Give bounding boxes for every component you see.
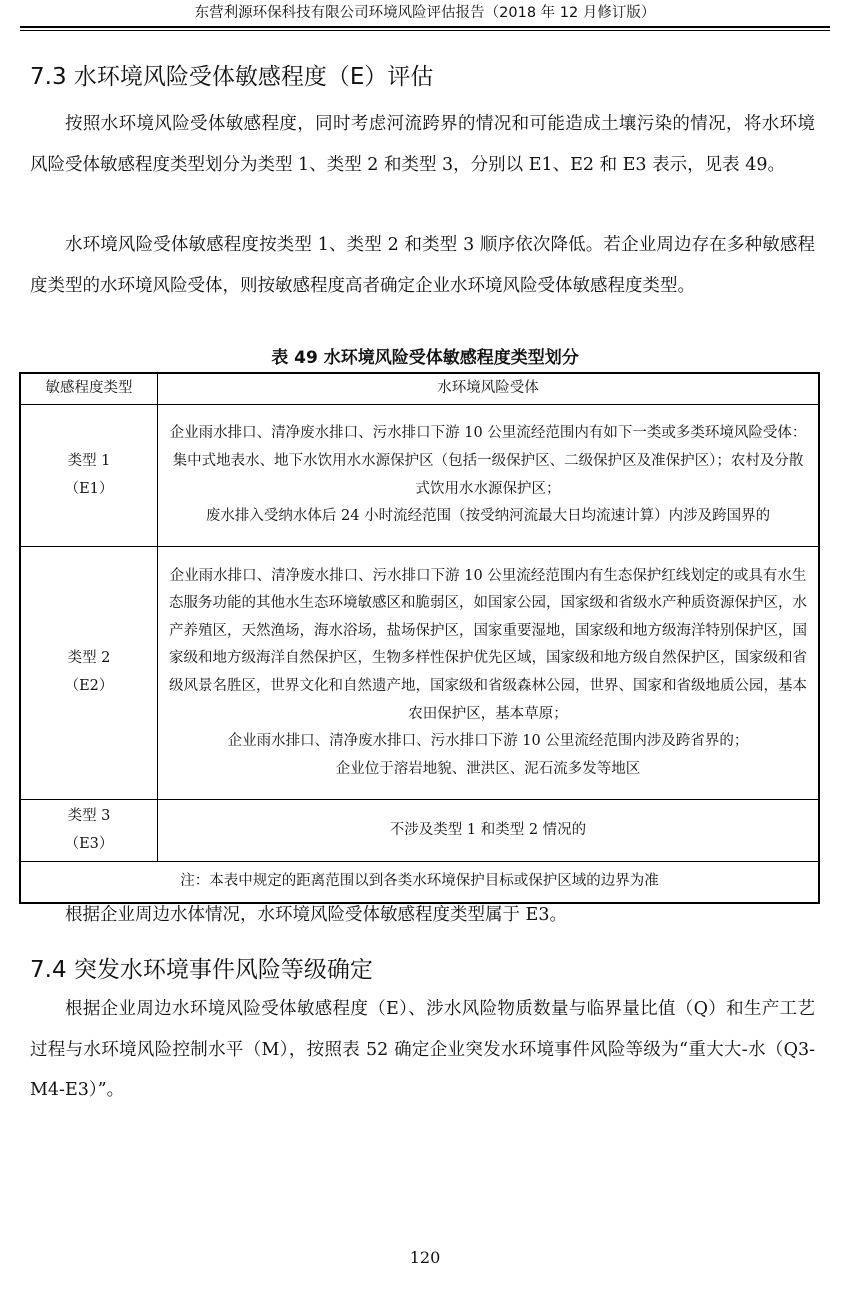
receptor-line: 废水排入受纳水体后 24 小时流经范围（按受纳河流最大日均流速计算）内涉及跨国界的: [205, 508, 771, 525]
type-code: （E1）: [64, 480, 114, 497]
type-label: 类型 1: [67, 452, 111, 469]
paragraph-3: 根据企业周边水环境风险受体敏感程度（E）、涉水风险物质数量与临界量比值（Q）和生产工艺过程与水环境风险控制水平（M），按照表 52 确定企业突发水环境事件风险等级为“重大大-水（Q3-M4-E3）”。: [30, 999, 815, 1100]
receptor-line: 企业位于溶岩地貌、泄洪区、泥石流多发等地区: [335, 760, 641, 777]
table-row: [20, 547, 819, 800]
table-note: 注：本表中规定的距离范围以到各类水环境保护目标或保护区域的边界为准: [20, 862, 819, 904]
type-cell: [20, 800, 158, 862]
section-heading-7-3: 7.3 水环境风险受体敏感程度（E）评估: [30, 64, 434, 90]
receptor-line: 企业雨水排口、清净废水排口、污水排口下游 10 公里流经范围内涉及跨省界的；: [227, 733, 749, 750]
receptor-cell: [158, 547, 820, 800]
sensitivity-table: [19, 372, 820, 904]
section-heading-7-4: 7.4 突发水环境事件风险等级确定: [30, 957, 373, 983]
table-row: [20, 405, 819, 547]
column-header-type: 敏感程度类型: [20, 373, 158, 405]
paragraph-1: 按照水环境风险受体敏感程度，同时考虑河流跨界的情况和可能造成土壤污染的情况，将水环境风险受体敏感程度类型划分为类型 1、类型 2 和类型 3，分别以 E1、E2 和 E3 表示，见表 49。: [30, 114, 815, 175]
table-row: [20, 800, 819, 862]
receptor-line: 企业雨水排口、清净废水排口、污水排口下游 10 公里流经范围内有如下一类或多类环境风险受体：集中式地表水、地下水饮用水水源保护区（包括一级保护区、二级保护区及准保护区）；农村及分散式饮用水水源保护区；: [169, 425, 807, 497]
receptor-line: 企业雨水排口、清净废水排口、污水排口下游 10 公里流经范围内有生态保护红线划定的或具有水生态服务功能的其他水生态环境敏感区和脆弱区，如国家公园，国家级和省级水产种质资源保护区，水产养殖区，天然渔场，海水浴场，盐场保护区，国家重要湿地，国家级和地方级海洋特别保护区，国家级和地方级海洋自然保护区，生物多样性保护优先区域，国家级和地方级自然保护区，国家级和省级风景名胜区，世界文化和自然遗产地，国家级和省级森林公园，世界、国家和省级地质公园，基本农田保护区，基本草原；: [169, 567, 807, 722]
type-label: 类型 2: [67, 650, 111, 667]
paragraph-2: 水环境风险受体敏感程度按类型 1、类型 2 和类型 3 顺序依次降低。若企业周边存在多种敏感程度类型的水环境风险受体，则按敏感程度高者确定企业水环境风险受体敏感程度类型。: [30, 235, 815, 296]
receptor-cell: [158, 405, 820, 547]
receptor-line: 不涉及类型 1 和类型 2 情况的: [389, 821, 587, 838]
table-caption: 表 49 水环境风险受体敏感程度类型划分: [271, 348, 579, 368]
header-rule: [20, 30, 830, 31]
conclusion-paragraph: 根据企业周边水体情况，水环境风险受体敏感程度类型属于 E3。: [65, 905, 567, 925]
table-header-row: [20, 373, 819, 405]
type-code: （E2）: [64, 678, 114, 694]
type-cell: [20, 547, 158, 800]
page-header: 东营利源环保科技有限公司环境风险评估报告（2018 年 12 月修订版）: [20, 0, 830, 28]
column-header-receptor: 水环境风险受体: [158, 373, 820, 405]
page-number: 120: [409, 1248, 441, 1267]
receptor-cell: [158, 800, 820, 862]
type-label: 类型 3: [67, 808, 111, 824]
type-cell: [20, 405, 158, 547]
type-code: （E3）: [64, 835, 114, 852]
